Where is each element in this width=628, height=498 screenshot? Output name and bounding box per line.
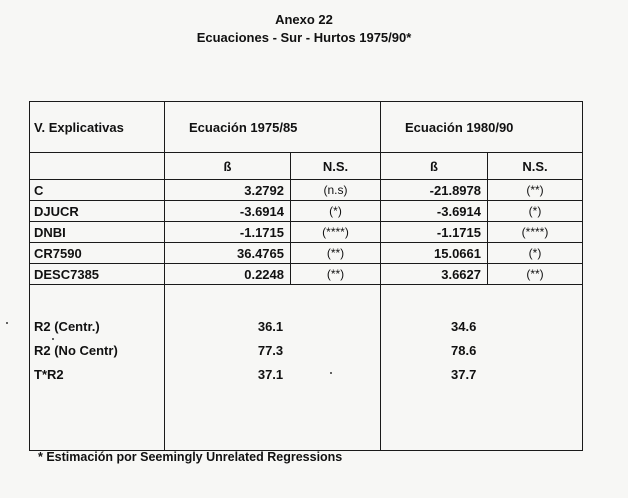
variable-name: C [30, 180, 165, 201]
fit-value-2: 37.7 [451, 367, 477, 382]
beta-value-2: 15.0661 [381, 243, 488, 264]
beta-header-2: ß [381, 153, 488, 180]
variable-name: DJUCR [30, 201, 165, 222]
subheader-row [30, 153, 583, 180]
variable-name: DNBI [30, 222, 165, 243]
ns-header-2: N.S. [488, 153, 583, 180]
variable-name: CR7590 [30, 243, 165, 264]
header-row [30, 102, 583, 153]
annex-subtitle: Ecuaciones - Sur - Hurtos 1975/90* [196, 30, 412, 45]
ns-header-1: N.S. [291, 153, 381, 180]
regression-table [29, 101, 583, 451]
fit-stat-name: T*R2 [34, 367, 64, 382]
significance-1: (*) [291, 201, 381, 222]
fit-stat-names [30, 285, 165, 451]
fit-value-1: 77.3 [257, 343, 284, 358]
table-row [30, 264, 583, 285]
table-row [30, 180, 583, 201]
beta-value-1: 0.2248 [165, 264, 291, 285]
empty-cell [30, 153, 165, 180]
significance-2: (**) [488, 180, 583, 201]
header-label: V. Explicativas [30, 102, 165, 153]
beta-value-2: -21.8978 [381, 180, 488, 201]
annex-title: Anexo 22 [275, 12, 333, 27]
beta-value-2: -3.6914 [381, 201, 488, 222]
significance-2: (****) [488, 222, 583, 243]
significance-2: (**) [488, 264, 583, 285]
equation-1-header: Ecuación 1975/85 [165, 102, 381, 153]
fit-values-2 [381, 285, 583, 451]
significance-1: (****) [291, 222, 381, 243]
footnote: * Estimación por Seemingly Unrelated Regressions [38, 450, 343, 464]
fit-value-1: 36.1 [257, 319, 284, 334]
table-row [30, 243, 583, 264]
fit-stat-name: R2 (No Centr) [34, 343, 118, 358]
fit-stat-name: R2 (Centr.) [34, 319, 100, 334]
significance-1: (**) [291, 243, 381, 264]
equation-2-header: Ecuación 1980/90 [381, 102, 583, 153]
beta-header-1: ß [165, 153, 291, 180]
fit-statistics-row [30, 285, 583, 451]
beta-value-1: -1.1715 [165, 222, 291, 243]
scan-speck [330, 372, 332, 374]
beta-value-1: 36.4765 [165, 243, 291, 264]
table-row [30, 222, 583, 243]
fit-values-1 [165, 285, 381, 451]
variable-name: DESC7385 [30, 264, 165, 285]
beta-value-2: 3.6627 [381, 264, 488, 285]
significance-1: (**) [291, 264, 381, 285]
significance-2: (*) [488, 201, 583, 222]
significance-1: (n.s) [291, 180, 381, 201]
beta-value-1: -3.6914 [165, 201, 291, 222]
fit-value-2: 78.6 [451, 343, 477, 358]
beta-value-2: -1.1715 [381, 222, 488, 243]
table-row [30, 201, 583, 222]
fit-value-1: 37.1 [257, 367, 284, 382]
significance-2: (*) [488, 243, 583, 264]
fit-value-2: 34.6 [451, 319, 477, 334]
scan-speck [52, 338, 54, 340]
scan-speck [6, 322, 8, 324]
beta-value-1: 3.2792 [165, 180, 291, 201]
